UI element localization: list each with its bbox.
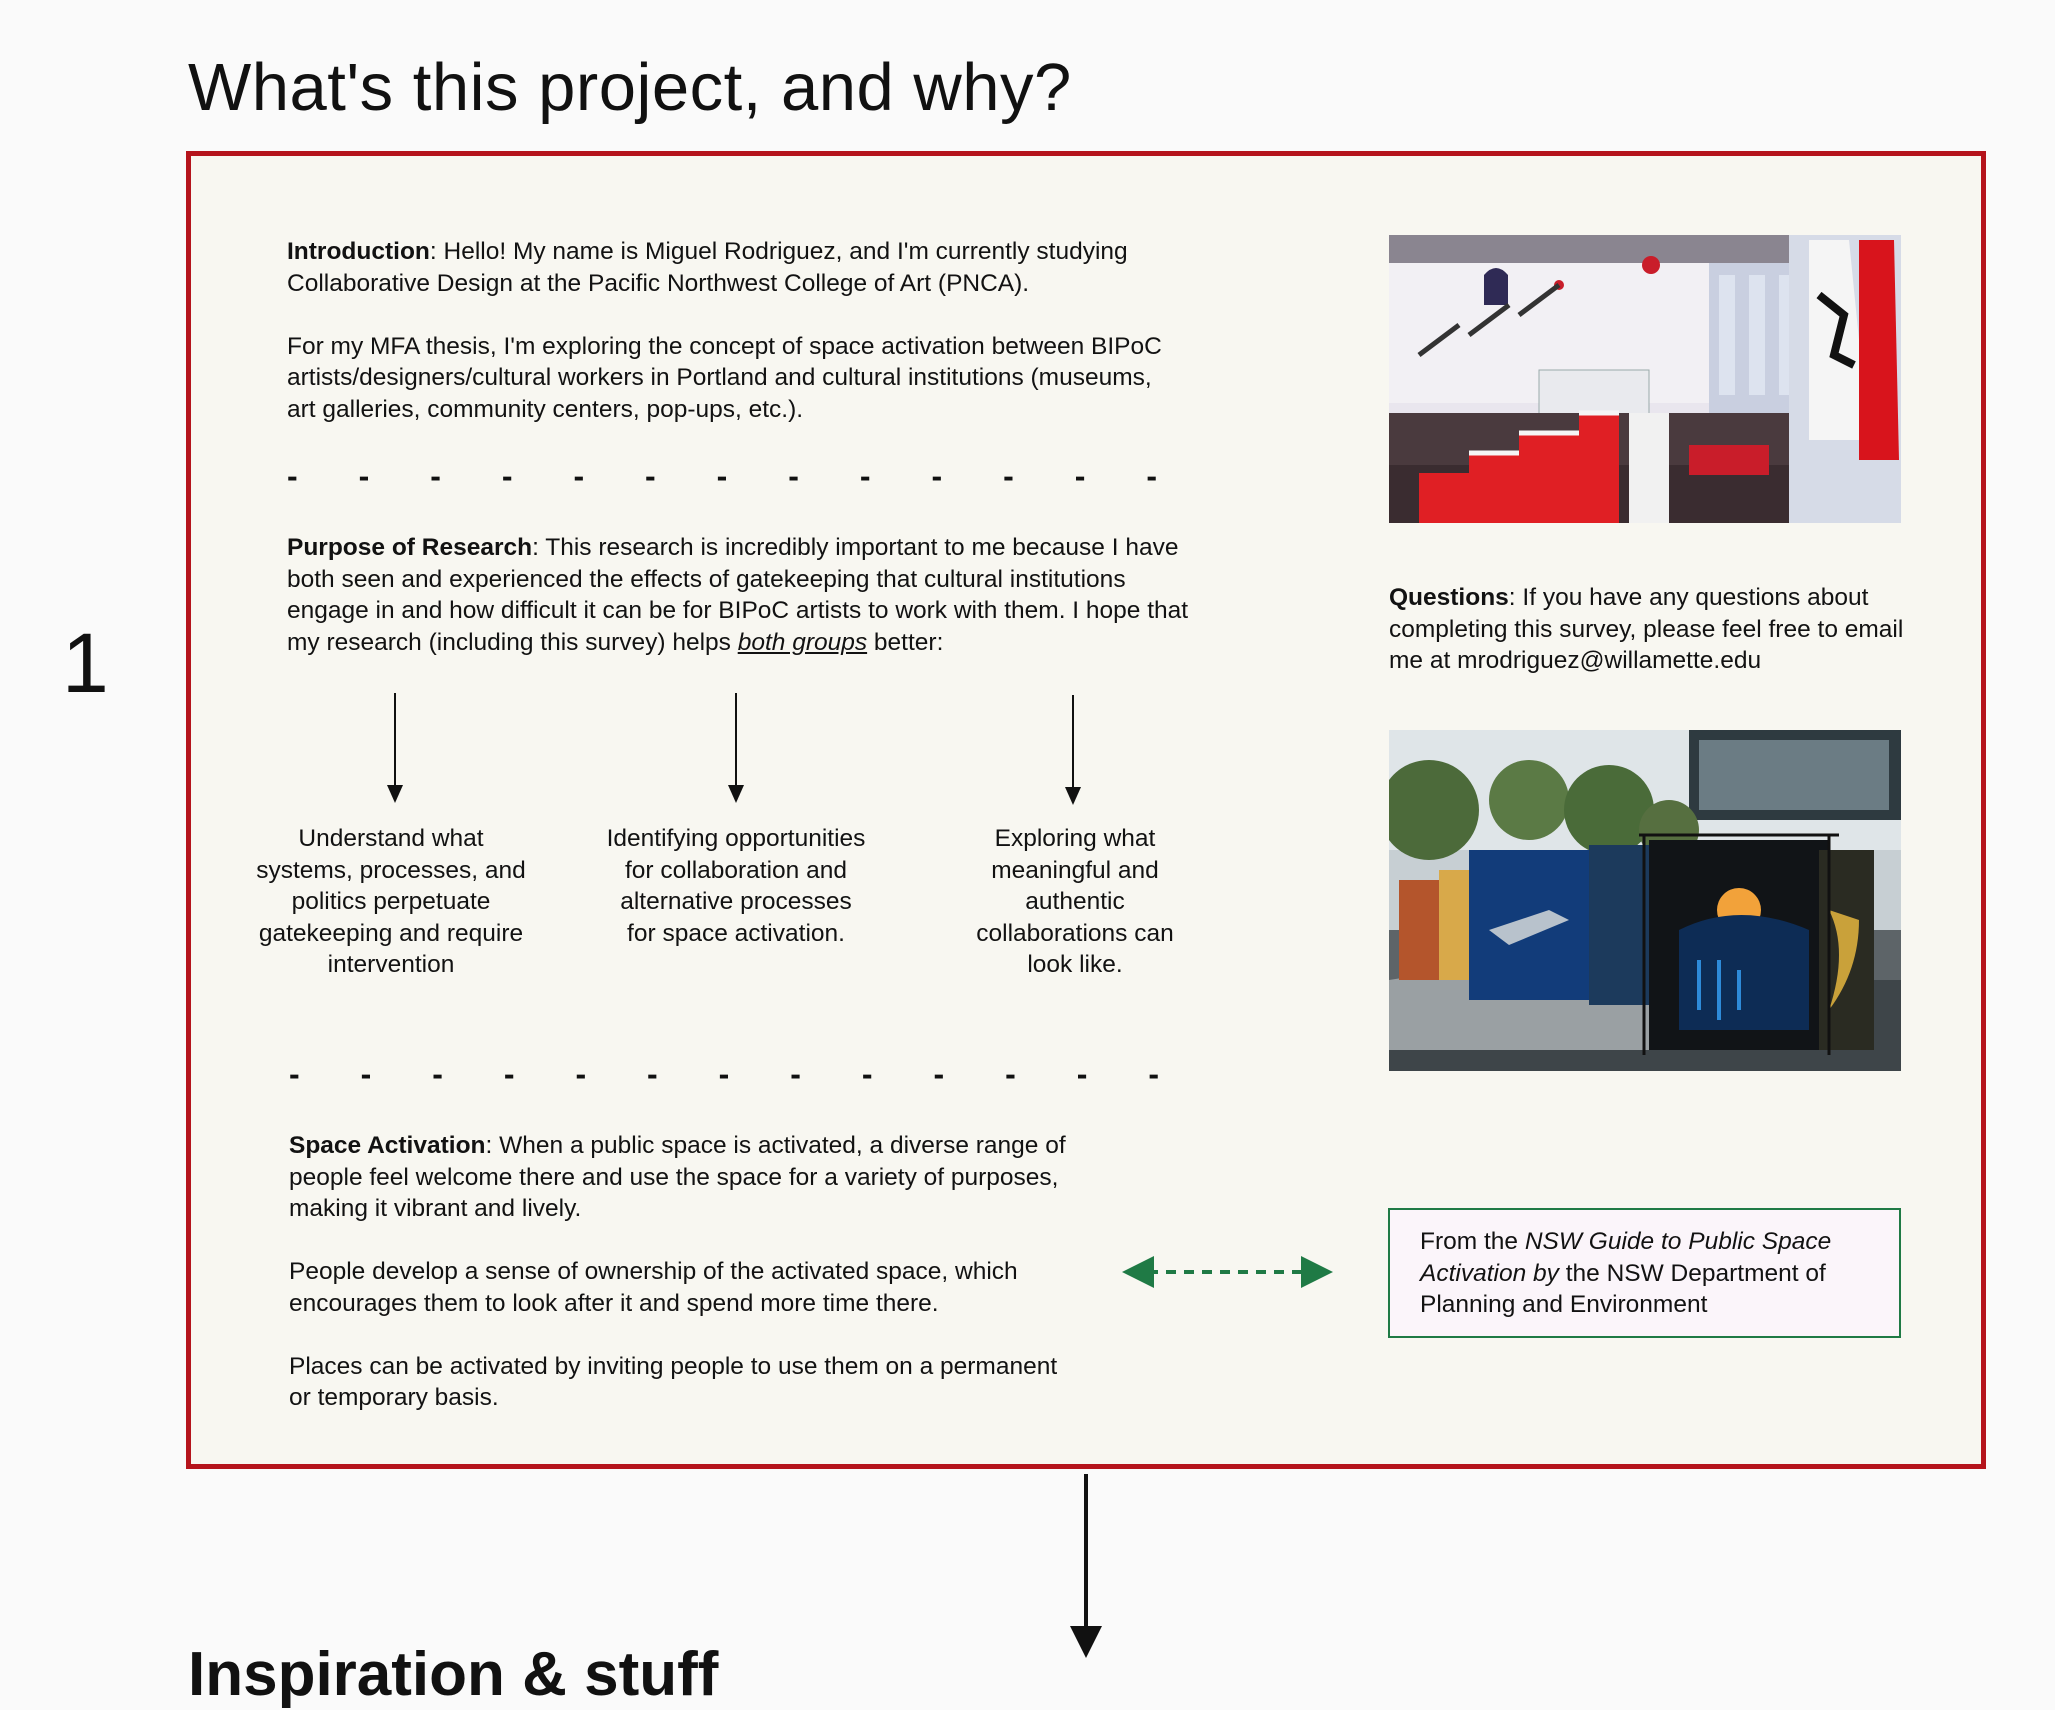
outdoor-exhibit-photo	[1389, 730, 1901, 1071]
questions-text: : If you have any questions about completing this survey, please feel free to email me at mrodriguez@willamette.edu	[1389, 584, 1904, 674]
divider-dash: -	[790, 1056, 801, 1092]
space-activation-paragraph	[289, 1130, 1079, 1225]
purpose-label: Purpose of Research	[287, 534, 533, 561]
divider-dash: -	[575, 1056, 587, 1092]
ownership-paragraph: People develop a sense of ownership of the activated space, which encourages them to look after it and spend more time there.	[289, 1258, 1018, 1317]
intro-text: : Hello! My name is Miguel Rodriguez, and I'm currently studying Collaborative Design at the Pacific Northwest College of Art (PNCA).	[287, 238, 1128, 297]
goal-3: Exploring what meaningful and authentic collaborations can look like.	[976, 825, 1174, 978]
intro-label: Introduction	[287, 238, 430, 265]
divider-dash: -	[1003, 458, 1014, 494]
divider-dash: -	[289, 1056, 300, 1092]
divider-dash: -	[931, 458, 943, 494]
thesis-paragraph: For my MFA thesis, I'm exploring the concept of space activation between BIPoC artists/designers/cultural workers in Portland and cultural institutions (museums, art galleries, community centers, pop-ups, etc.).	[287, 332, 1162, 423]
divider-dash: -	[788, 458, 799, 494]
space-activation-text: : When a public space is activated, a diverse range of people feel welcome there and use the space for a variety of purposes, making it vibrant and lively.	[289, 1132, 1066, 1222]
purpose-text-end: better:	[867, 628, 944, 656]
divider-dash: -	[1005, 1056, 1016, 1092]
questions-block	[1389, 582, 1919, 677]
divider-dash: -	[647, 1056, 658, 1092]
both-groups-emphasis: both groups	[737, 628, 868, 656]
goal-1: Understand what systems, processes, and politics perpetuate gatekeeping and require intervention	[256, 825, 526, 978]
divider-dash: -	[1146, 458, 1157, 494]
next-section-heading: Inspiration & stuff	[188, 1640, 719, 1709]
questions-paragraph	[1389, 582, 1919, 677]
source-title: NSW Guide to Public Space Activation by	[1420, 1228, 1832, 1287]
divider-dash: -	[861, 1056, 873, 1092]
divider-dash: -	[287, 458, 298, 494]
divider-dash: -	[430, 458, 441, 494]
activation-paragraph: Places can be activated by inviting people to use them on a permanent or temporary basis.	[289, 1352, 1058, 1411]
divider-dash: -	[859, 458, 871, 494]
goal-2: Identifying opportunities for collaboration and alternative processes for space activation.	[606, 825, 866, 947]
gallery-interior-photo	[1389, 235, 1901, 523]
divider-dash: -	[933, 1056, 945, 1092]
space-activation-block	[289, 1130, 1079, 1414]
divider-dash: -	[645, 458, 656, 494]
divider-bottom	[289, 1056, 1159, 1093]
purpose-text: : This research is incredibly important to me because I have both seen and experienced the effects of gatekeeping that cultural institutions engage in and how difficult it can be for BIPoC artists to work with them. I hope that my research (including this survey) helps	[287, 534, 1189, 656]
divider-dash: -	[503, 1056, 515, 1092]
divider-dash: -	[1148, 1056, 1159, 1092]
outdoor-exhibit-illustration	[1389, 730, 1901, 1071]
divider-dash: -	[1074, 458, 1086, 494]
divider-dash: -	[573, 458, 585, 494]
divider-dash: -	[360, 1056, 372, 1092]
divider-dash: -	[1076, 1056, 1088, 1092]
questions-label: Questions	[1389, 584, 1509, 611]
source-prefix: From the	[1420, 1228, 1525, 1255]
section-number: 1	[62, 616, 109, 710]
page-title: What's this project, and why?	[188, 50, 1072, 125]
source-suffix: the NSW Department of Planning and Environment	[1420, 1259, 1826, 1318]
divider-dash: -	[432, 1056, 443, 1092]
divider-dash: -	[718, 1056, 730, 1092]
space-activation-label: Space Activation	[289, 1132, 486, 1159]
gallery-interior-illustration	[1389, 235, 1901, 523]
divider-dash: -	[501, 458, 513, 494]
divider-dash: -	[716, 458, 728, 494]
divider-dash: -	[358, 458, 370, 494]
source-citation-box	[1388, 1208, 1901, 1338]
